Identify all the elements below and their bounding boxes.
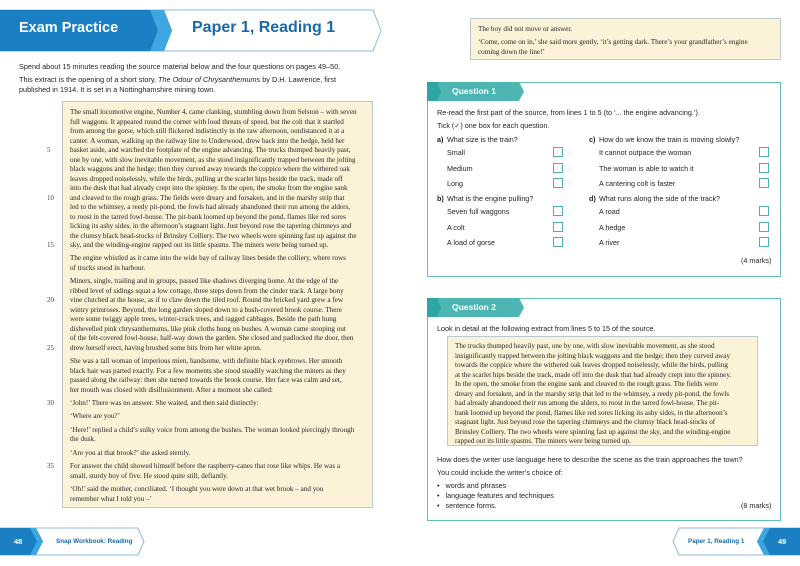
source-line-text: ribbed level of sidings squat a low cottage, three steps down from the cinder track. A large bony xyxy=(70,286,344,295)
source-paragraph xyxy=(70,449,372,459)
extract-line: rapped out its little spasms. The miners were being turned up. xyxy=(455,437,631,445)
source-line xyxy=(70,175,372,185)
source-line xyxy=(47,399,372,409)
source-line xyxy=(70,137,372,147)
line-number: 25 xyxy=(47,343,54,352)
source-line xyxy=(70,315,372,325)
source-line-text: ‘Here!’ replied a child’s sulky voice from among the bushes. The woman looked piercingly through xyxy=(70,425,355,434)
answer-checkbox[interactable] xyxy=(759,206,769,216)
source-line xyxy=(47,296,372,306)
source-line xyxy=(47,462,372,472)
source-line xyxy=(70,203,372,213)
question-2-extract xyxy=(447,336,758,446)
source-line-text: wintry primroses. Beyond, the long garden sloped down to a bush-covered brook course. There xyxy=(70,305,342,314)
source-line xyxy=(70,222,372,232)
source-line-text: passed along the railway: then she turned towards the brook course. Her face was calm and set, xyxy=(70,376,342,385)
source-line-text: licking its ashy sides, in the afternoon’s stagnant light. Just beyond rose the tapering chimneys and xyxy=(70,222,352,230)
question-part-label: d) xyxy=(589,194,596,203)
source-line-text: black waggons and the hedge; then they curved away towards the coppice where the withered oak xyxy=(70,165,350,173)
source-line xyxy=(70,108,372,118)
question-part-label: b) xyxy=(437,194,444,203)
source-line-text: of trucks stood in harbour. xyxy=(70,263,146,272)
source-line xyxy=(47,343,372,354)
source-line-text: one by one, with slow inevitable movement, as she stood insignificantly trapped between the jolting xyxy=(70,155,356,164)
source-line xyxy=(70,232,372,242)
question-2-marks: (8 marks) xyxy=(741,501,772,510)
source-line xyxy=(70,357,372,367)
extract-line: dreary and forsaken, and in the marshy strip that led to the whimsey, a reedy pit-pond, the fowls xyxy=(455,389,729,398)
source-line-text: from among the gorse, which still flickered indistinctly in the raw afternoon, outdistanced it at a xyxy=(70,127,345,135)
source-line-text: sky, and the winding-engine rapped out its little spasms. The miners were being turned up. xyxy=(70,241,329,249)
question-1-tick-instruction: Tick (✓) one box for each question. xyxy=(437,121,550,130)
source-line-text: black hair was parted exactly. For a few moments she stood steadily watching the miners as they xyxy=(70,366,346,375)
source-line xyxy=(70,165,372,175)
source-line-text: small, sturdy boy of five. He stood quite still, defiantly. xyxy=(70,471,228,480)
source-line-text: canter. A woman, walking up the railway line to Underwood, drew back into the hedge, held her xyxy=(70,136,345,145)
source-paragraph xyxy=(47,399,372,409)
source-line-text: basket aside, and watched the footplate of the engine advancing. The trucks thumped heavily past, xyxy=(70,146,351,154)
source-line-text: vine clutched at the house, as if to claw down the tiled roof. Round the bricked yard grew a few xyxy=(70,296,344,305)
answer-checkbox[interactable] xyxy=(759,222,769,232)
source-line xyxy=(70,435,372,445)
source-passage xyxy=(47,101,373,508)
option-label: Small xyxy=(447,148,465,157)
source-line-text: The small locomotive engine, Number 4, came clanking, stumbling down from Selston – with seven xyxy=(70,108,357,116)
source-line-text: dishevelled pink chrysanthemums, like pink cloths hung on bushes. A woman came stooping out xyxy=(70,324,346,333)
question-part-text: What runs along the side of the track? xyxy=(599,194,721,203)
option-label: A river xyxy=(599,238,620,247)
line-number: 35 xyxy=(47,462,54,471)
intro-context-2: published in 1914. It is set in a Nottinghamshire mining town. xyxy=(19,85,216,94)
source-line xyxy=(70,156,372,166)
source-paragraph xyxy=(478,38,780,57)
extract-line: stagnant light. Just beyond rose the tapering chimneys and the clumsy black head-stocks of xyxy=(455,418,716,426)
source-line xyxy=(47,241,372,251)
source-line xyxy=(70,386,372,396)
source-line xyxy=(47,146,372,156)
source-line xyxy=(70,495,372,505)
option-label: Long xyxy=(447,179,463,188)
source-line xyxy=(70,376,372,386)
bullet-item xyxy=(437,481,506,490)
source-line-text: ‘Where are you?’ xyxy=(70,412,120,421)
question-1-title: Question 1 xyxy=(452,86,496,96)
extract-line: The trucks thumped heavily past, one by one, with slow inevitable movement, as she stood xyxy=(455,342,715,350)
source-paragraph xyxy=(70,426,372,445)
extract-line: Brinsley Colliery. The two wheels were spinning fast up against the sky, and the winding-engine xyxy=(455,427,731,436)
source-paragraph xyxy=(70,412,372,422)
source-line xyxy=(70,334,372,344)
source-line xyxy=(70,127,372,137)
bullet-item xyxy=(437,501,497,510)
line-number: 15 xyxy=(47,241,54,249)
source-paragraph xyxy=(47,462,372,481)
source-line-text: of the felt-covered fowl-house, half-way down the garden. She closed and padlocked the door, then xyxy=(70,334,354,343)
question-1-instruction: Re-read the first part of the source, from lines 1 to 5 (to ‘... the engine advancing.’). xyxy=(437,108,700,117)
option-label: A colt xyxy=(447,222,465,232)
source-paragraph xyxy=(70,485,372,504)
source-line: ‘Come, come on in,’ she said more gently, ‘it’s getting dark. There’s your grandfather’s engine xyxy=(478,38,748,47)
question-part-text: How do we know the train is moving slowly? xyxy=(599,135,740,144)
source-line xyxy=(70,367,372,377)
option-label: The woman is able to watch it xyxy=(599,163,694,173)
source-line-text: led to the whimsey, a reedy pit-pond, the fowls had already abandoned their run among the alders, xyxy=(70,203,351,211)
story-title: The Odour of Chrysanthemums xyxy=(157,75,261,84)
source-line-text: to roost in the tarred fowl-house. The pit-bank loomed up beyond the pond, flames like red sores xyxy=(70,212,346,221)
source-line xyxy=(70,118,372,128)
source-line-text: and cleaved to the rough grass. The fields were dreary and forsaken, and in the marshy strip that xyxy=(70,193,345,202)
answer-checkbox[interactable] xyxy=(553,178,563,188)
source-line-text: the clumsy black head-stocks of Brinsley Colliery. The two wheels were spinning fast up against the xyxy=(70,231,357,240)
section-title: Exam Practice xyxy=(19,20,119,36)
question-part-label: a) xyxy=(437,135,444,144)
option-label: Medium xyxy=(447,163,473,173)
extract-line: insignificantly trapped between the jolting black waggons and the hedge; then they curved away xyxy=(455,351,731,360)
answer-checkbox[interactable] xyxy=(759,163,769,173)
source-line xyxy=(47,193,372,204)
source-line-text: The engine whistled as it came into the wide bay of railway lines beside the colliery, where rows xyxy=(70,254,346,263)
question-1-marks: (4 marks) xyxy=(741,256,772,265)
source-line-text: ‘Are you at that brook?’ she asked sternly. xyxy=(70,448,191,457)
bullet-text: words and phrases xyxy=(445,481,507,490)
bullet-item xyxy=(437,491,554,500)
source-line-text: Miners, single, trailing and in groups, passed like shadows diverging home. At the edge of the xyxy=(70,277,339,286)
question-2-prompt: You could include the writer’s choice of: xyxy=(437,468,563,477)
extract-line: In the open, the smoke from the engine sank and cleaved to the rough grass. The fields were xyxy=(455,380,718,388)
source-line xyxy=(70,306,372,316)
bullet-icon: • xyxy=(437,481,440,490)
answer-checkbox[interactable] xyxy=(553,147,563,157)
answer-checkbox[interactable] xyxy=(553,163,563,173)
option-label: A hedge xyxy=(599,222,626,232)
source-paragraph xyxy=(478,25,780,35)
question-2-instruction: Look in detail at the following extract from lines 5 to 15 of the source. xyxy=(437,324,656,333)
intro-context xyxy=(19,75,336,85)
source-line-text: full waggons. It appeared round the corner with loud threats of speed, but the colt that it startled xyxy=(70,117,344,126)
source-line xyxy=(70,277,372,287)
question-2-title: Question 2 xyxy=(452,302,496,312)
source-line-text: leaves dropped noiselessly, while the birds, pulling at the scarlet hips beside the track, made off xyxy=(70,174,343,183)
line-number: 20 xyxy=(47,296,54,305)
source-line-text: her mouth was closed with disillusionment. After a moment she called: xyxy=(70,385,273,394)
extract-line: at the scarlet hips beside the track, made off into the dusk that had already crept into the spinney. xyxy=(455,370,732,379)
source-line-text: She was a tall woman of imperious mien, handsome, with definite black eyebrows. Her smooth xyxy=(70,357,343,366)
bullet-icon: • xyxy=(437,491,440,500)
intro-text: This extract is the opening of a short story, xyxy=(19,75,158,84)
intro-instruction: Spend about 15 minutes reading the source material below and the four questions on pages 49–50. xyxy=(19,62,341,71)
source-line xyxy=(70,287,372,297)
source-line xyxy=(70,264,372,274)
question-2-question: How does the writer use language here to describe the scene as the train approaches the town? xyxy=(437,455,743,464)
bullet-text: language features and techniques xyxy=(445,491,554,500)
source-line xyxy=(70,325,372,335)
line-number: 5 xyxy=(47,146,51,154)
source-line xyxy=(70,213,372,223)
answer-checkbox[interactable] xyxy=(553,222,563,232)
source-line xyxy=(70,412,372,422)
source-line: The boy did not move or answer. xyxy=(478,25,573,33)
answer-checkbox[interactable] xyxy=(553,206,563,216)
option-label: Seven full waggons xyxy=(447,207,510,216)
question-part-text: What is the engine pulling? xyxy=(447,194,534,203)
page-number-left: 48 xyxy=(14,537,23,546)
source-line-text: drew herself erect, having brushed some bits from her white apron. xyxy=(70,343,262,352)
option-label: A road xyxy=(599,207,620,216)
source-line xyxy=(70,184,372,194)
source-paragraph xyxy=(47,108,372,251)
extract-line: had already abandoned their run among the alders, to roost in the tarred fowl-house. The pit- xyxy=(455,399,720,407)
source-line-text: For answer the child showed himself before the raspberry-canes that rose like whips. He was a xyxy=(70,462,341,471)
answer-checkbox[interactable] xyxy=(759,147,769,157)
extract-line: towards the coppice where the withered oak leaves dropped noiselessly, while the birds, pulling xyxy=(455,361,728,369)
answer-checkbox[interactable] xyxy=(759,237,769,247)
answer-checkbox[interactable] xyxy=(553,237,563,247)
option-label: It cannot outpace the woman xyxy=(599,148,692,157)
source-line xyxy=(70,485,372,495)
book-title: Snap Workbook: Reading xyxy=(56,538,133,545)
source-line xyxy=(70,254,372,264)
source-line-text: into the dusk that had already crept into the spinney. In the open, the smoke from the engine sank xyxy=(70,184,348,192)
running-title: Paper 1, Reading 1 xyxy=(688,538,745,545)
question-part-label: c) xyxy=(589,135,596,144)
source-line-text: ‘Oh!’ said the mother, conciliated. ‘I thought you were down at that wet brook – and you xyxy=(70,485,324,494)
source-line xyxy=(70,472,372,482)
source-line-text: ‘John!’ There was no answer. She waited, and then said distinctly: xyxy=(70,399,259,408)
answer-checkbox[interactable] xyxy=(759,178,769,188)
line-number: 10 xyxy=(47,193,54,202)
page-number-right: 49 xyxy=(778,537,787,546)
source-line-text: were some twiggy apple trees, winter-crack trees, and ragged cabbages. Beside the path hung xyxy=(70,315,337,324)
source-paragraph xyxy=(70,254,372,273)
bullet-text: sentence forms. xyxy=(445,501,497,510)
source-paragraph xyxy=(70,357,372,395)
option-label: A load of gorse xyxy=(447,238,495,247)
source-line xyxy=(70,426,372,436)
line-number: 30 xyxy=(47,399,54,408)
source-continued xyxy=(470,18,781,60)
bullet-icon: • xyxy=(437,501,440,510)
source-line: coming down the line!’ xyxy=(478,47,545,56)
source-paragraph xyxy=(47,277,372,353)
intro-text: by D.H. Lawrence, first xyxy=(260,75,337,84)
question-part-text: What size is the train? xyxy=(447,135,518,144)
source-line-text: remember what I told you –’ xyxy=(70,494,152,503)
source-line xyxy=(70,449,372,459)
source-line-text: the dusk. xyxy=(70,435,96,444)
page-title: Paper 1, Reading 1 xyxy=(192,19,336,36)
option-label: A cantering colt is faster xyxy=(599,179,676,188)
extract-line: bank loomed up beyond the pond, flames like red sores licking its ashy sides, in the afternoon’s xyxy=(455,408,728,417)
